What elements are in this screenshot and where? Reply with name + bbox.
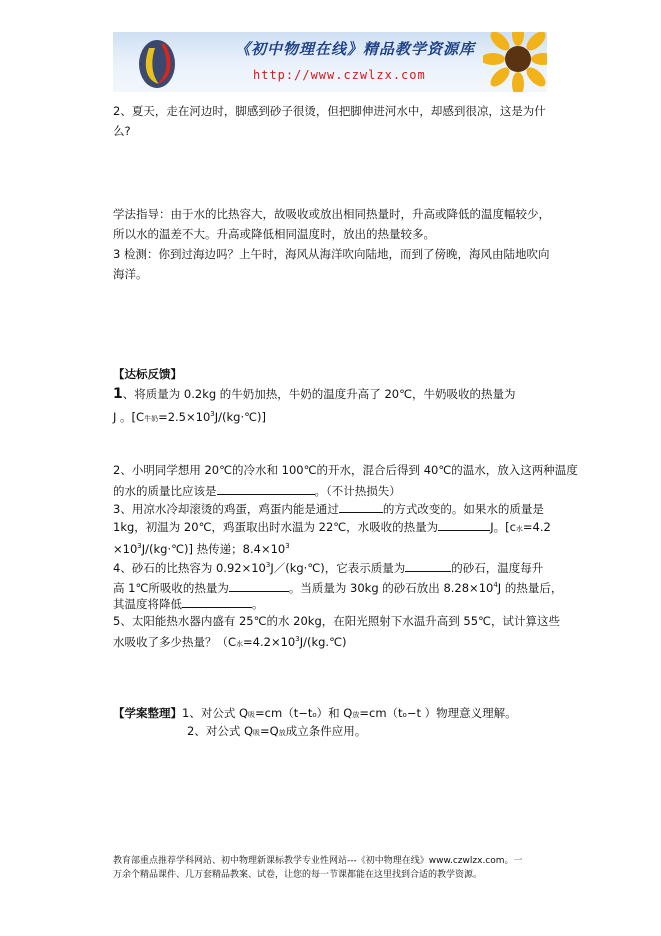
feedback-5-text-b: =4.2×10 bbox=[243, 634, 296, 649]
feedback-3-text-c: 1kg，初温为 20℃，鸡蛋取出时水温为 22℃，水吸收的热量为 bbox=[113, 520, 439, 534]
feedback-4-blank-2[interactable] bbox=[229, 579, 289, 592]
feedback-1-exp: 3 bbox=[210, 410, 215, 418]
feedback-4-text-d: 高 1℃所吸收的热量为 bbox=[113, 580, 229, 595]
feedback-5-sub: 水 bbox=[236, 639, 244, 648]
feedback-1-value: =2.5×10 bbox=[158, 409, 211, 424]
feedback-3-blank-1[interactable] bbox=[339, 500, 383, 513]
feedback-3-line1 bbox=[113, 500, 544, 517]
summary-item1-sub2: o bbox=[312, 711, 317, 719]
summary-item2-sub2: 放 bbox=[278, 729, 286, 737]
feedback-4-text-c: 的砂石，温度每升 bbox=[451, 560, 544, 575]
summary-item1-c: ）和 Q bbox=[316, 706, 353, 720]
feedback-4-exp-1: 3 bbox=[265, 561, 271, 569]
feedback-4-text-b: J／(kg·℃)，它表示质量为 bbox=[270, 560, 406, 575]
banner-title: 《初中物理在线》精品教学资源库 bbox=[235, 40, 476, 58]
feedback-3-text-d: J。[c bbox=[490, 520, 516, 534]
feedback-3-text-b: 的方式改变的。如果水的质量是 bbox=[382, 502, 544, 516]
feedback-1-units: J/(kg·℃)] bbox=[214, 409, 267, 424]
feedback-2-note: 。（不计热损失） bbox=[314, 484, 401, 498]
feedback-1-text: 、将质量为 0.2kg 的牛奶加热，牛奶的温度升高了 20℃，牛奶吸收的热量为 bbox=[122, 387, 516, 401]
feedback-5-text-a: 水吸收了多少热量？（C bbox=[113, 634, 237, 649]
feedback-3-text-f: ×10 bbox=[113, 541, 138, 556]
feedback-1-line2 bbox=[113, 406, 266, 427]
feedback-4-exp-2: 4 bbox=[493, 581, 498, 589]
guide-line2: 所以水的温差不大。升高或降低相同温度时，放出的热量较多。 bbox=[113, 227, 435, 241]
feedback-5-line2 bbox=[113, 631, 346, 652]
footer-line2: 万余个精品课件、几万套精品教案、试卷，让您的每一节课都能在这里找到合适的教学资源。 bbox=[113, 870, 483, 880]
sunflower-icon bbox=[483, 32, 547, 92]
feedback-5-line1: 5、太阳能热水器内盛有 25℃的水 20kg，在阳光照射下水温升高到 55℃，试计算这些 bbox=[113, 614, 560, 628]
question-2-line1: 2、夏天，走在河边时，脚感到砂子很烫，但把脚伸进河水中，却感到很凉，这是为什 bbox=[113, 104, 546, 118]
feedback-3-line2 bbox=[113, 518, 551, 537]
feedback-3-text-a: 3、用凉水冷却滚烫的鸡蛋，鸡蛋内能是通过 bbox=[113, 502, 339, 516]
feedback-2-blank[interactable] bbox=[217, 482, 315, 495]
question-3-line2: 海洋。 bbox=[113, 267, 148, 281]
logo-icon bbox=[135, 34, 179, 90]
summary-item1-b: =cm（t−t bbox=[255, 706, 313, 720]
banner-url[interactable]: http://www.czwlzx.com bbox=[253, 68, 426, 82]
feedback-5-exp: 3 bbox=[295, 635, 300, 643]
feedback-1-line1 bbox=[113, 386, 516, 402]
feedback-4-text-g: 其温度将降低 bbox=[113, 597, 182, 611]
feedback-3-exp-2: 3 bbox=[285, 542, 290, 550]
summary-item1-d: =cm（t bbox=[359, 706, 403, 720]
summary-item1-a: 1、对公式 Q bbox=[182, 706, 249, 720]
feedback-1-unit: J 。[C bbox=[113, 409, 145, 424]
summary-item2-b: =Q bbox=[260, 724, 279, 738]
feedback-3-text-e: =4.2 bbox=[522, 520, 551, 534]
feedback-3-sub: 水 bbox=[515, 525, 523, 533]
question-2-line2: 么? bbox=[113, 124, 131, 138]
summary-item2-a: 2、对公式 Q bbox=[187, 724, 254, 738]
feedback-4-text-a: 4、砂石的比热容为 0.92×10 bbox=[113, 560, 266, 575]
feedback-3-answer: J/(kg·℃)] 热传递；8.4×10 bbox=[141, 541, 286, 556]
feedback-4-text-h: 。 bbox=[252, 597, 264, 611]
summary-item1-sub1: 吸 bbox=[248, 711, 256, 719]
summary-item1-sub4: o bbox=[402, 711, 407, 719]
feedback-2-line2 bbox=[113, 482, 401, 499]
feedback-3-blank-2[interactable] bbox=[438, 518, 490, 531]
feedback-4-text-e: 。当质量为 30kg 的砂石放出 8.28×10 bbox=[288, 580, 494, 595]
feedback-4-blank-3[interactable] bbox=[182, 595, 252, 608]
feedback-4-line3 bbox=[113, 595, 264, 612]
summary-heading: 【学案整理】 bbox=[113, 706, 182, 720]
footer-line1: 教育部重点推荐学科网站、初中物理新课标教学专业性网站---《初中物理在线》www.czwlzx.com。一 bbox=[113, 856, 523, 866]
header-banner bbox=[113, 32, 547, 92]
feedback-4-line1 bbox=[113, 557, 543, 576]
feedback-1-number: 1 bbox=[113, 386, 123, 402]
summary-item1-e: −t ）物理意义理解。 bbox=[406, 706, 517, 720]
feedback-5-text-c: J/(kg.℃) bbox=[299, 634, 347, 649]
feedback-3-exp-1: 3 bbox=[137, 542, 142, 550]
feedback-2-line1: 2、小明同学想用 20℃的冷水和 100℃的开水，混合后得到 40℃的温水，放入这两种温度 bbox=[113, 463, 578, 477]
feedback-4-line2 bbox=[113, 577, 562, 596]
feedback-4-text-f: J 的热量后， bbox=[497, 580, 563, 595]
feedback-4-blank-1[interactable] bbox=[405, 559, 451, 572]
feedback-2-text: 的水的质量比应该是 bbox=[113, 484, 217, 498]
feedback-3-line3 bbox=[113, 538, 290, 557]
summary-line1 bbox=[113, 705, 517, 723]
summary-item1-sub3: 放 bbox=[352, 711, 360, 719]
summary-item2-c: 成立条件应用。 bbox=[285, 724, 367, 738]
feedback-1-sub: 牛奶 bbox=[144, 414, 159, 423]
section-feedback-heading: 【达标反馈】 bbox=[113, 367, 182, 381]
question-3-line1: 3 检测：你到过海边吗？上午时，海风从海洋吹向陆地，而到了傍晚，海风由陆地吹向 bbox=[113, 247, 550, 261]
summary-item2-sub1: 吸 bbox=[253, 729, 261, 737]
guide-line1: 学法指导：由于水的比热容大，故吸收或放出相同热量时，升高或降低的温度幅较少， bbox=[113, 207, 550, 221]
summary-line2 bbox=[187, 723, 366, 741]
